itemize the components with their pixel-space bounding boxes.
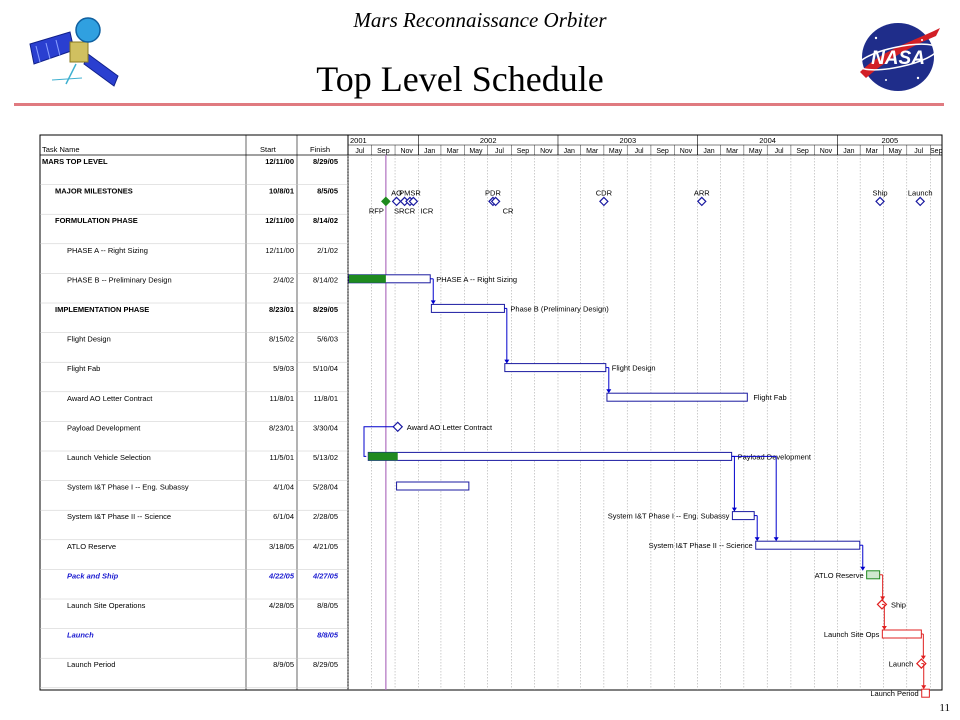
task-bar bbox=[607, 393, 747, 401]
milestone-label: PMSR bbox=[399, 188, 421, 198]
milestone-label: PDR bbox=[485, 188, 501, 198]
task-bar-label: Flight Design bbox=[611, 363, 656, 373]
task-name-cell: FORMULATION PHASE bbox=[55, 216, 138, 226]
month-label: May bbox=[748, 148, 763, 155]
task-finish-cell: 5/28/04 bbox=[312, 482, 338, 492]
header-finish: Finish bbox=[310, 145, 331, 154]
month-label: May bbox=[469, 148, 483, 155]
milestone-label: SRCR bbox=[393, 206, 416, 216]
task-name-cell: PHASE B -- Preliminary Design bbox=[67, 275, 172, 285]
task-name-cell: Pack and Ship bbox=[67, 571, 119, 581]
task-bar bbox=[397, 482, 469, 490]
month-label: Sep bbox=[516, 148, 530, 155]
task-bar bbox=[431, 304, 504, 312]
task-finish-cell: 2/28/05 bbox=[312, 512, 338, 522]
milestone-label: Award AO Letter Contract bbox=[406, 422, 493, 432]
month-label: Nov bbox=[819, 148, 833, 155]
month-label: Jul bbox=[634, 148, 644, 155]
task-name-cell: Flight Design bbox=[67, 334, 111, 344]
task-start-cell: 4/28/05 bbox=[268, 601, 294, 610]
year-label: 2004 bbox=[759, 136, 776, 145]
milestone-label: Launch bbox=[907, 188, 933, 198]
task-name-cell: MARS TOP LEVEL bbox=[42, 157, 108, 166]
task-finish-cell: 2/1/02 bbox=[317, 245, 338, 255]
task-finish-cell: 3/30/04 bbox=[312, 423, 338, 433]
month-label: Jul bbox=[914, 148, 924, 155]
task-finish-cell: 5/10/04 bbox=[312, 364, 338, 374]
task-bar bbox=[505, 364, 606, 372]
month-label: Jan bbox=[424, 148, 436, 155]
month-label: Mar bbox=[865, 148, 878, 155]
task-bar-label: Launch Period bbox=[870, 689, 919, 699]
task-start-cell: 8/9/05 bbox=[273, 660, 294, 670]
month-label: Jul bbox=[494, 148, 504, 155]
task-bar bbox=[368, 452, 731, 460]
page-number: 11 bbox=[939, 702, 950, 714]
slide-subtitle: Mars Reconnaissance Orbiter bbox=[353, 8, 607, 32]
task-finish-cell: 8/14/02 bbox=[312, 275, 338, 285]
task-finish-cell: 4/27/05 bbox=[312, 571, 338, 581]
task-bar bbox=[756, 541, 860, 549]
milestone-label: Ship bbox=[890, 600, 906, 610]
milestone-label: Launch bbox=[888, 659, 914, 669]
month-label: Mar bbox=[446, 148, 459, 155]
month-label: May bbox=[608, 148, 623, 155]
task-name-cell: PHASE A -- Right Sizing bbox=[67, 245, 148, 255]
task-bar bbox=[882, 630, 921, 638]
task-name-cell: MAJOR MILESTONES bbox=[55, 186, 133, 196]
task-bar-label: Phase B (Preliminary Design) bbox=[510, 304, 609, 314]
task-finish-cell: 5/13/02 bbox=[312, 453, 338, 462]
task-start-cell: 11/8/01 bbox=[269, 393, 294, 403]
task-name-cell: Payload Development bbox=[67, 423, 141, 433]
year-label: 2005 bbox=[881, 136, 899, 145]
month-label: Mar bbox=[726, 148, 739, 155]
task-finish-cell: 8/29/05 bbox=[312, 305, 338, 314]
month-label: Jan bbox=[563, 148, 575, 155]
task-progress-bar bbox=[368, 452, 397, 460]
year-label: 2003 bbox=[619, 136, 637, 145]
milestone-label: CDR bbox=[595, 188, 613, 198]
nasa-wordmark: NASA bbox=[871, 48, 925, 69]
month-label: Nov bbox=[400, 148, 413, 155]
milestone-label: ICR bbox=[420, 206, 434, 216]
milestone-label: AO bbox=[391, 188, 402, 198]
task-name-cell: IMPLEMENTATION PHASE bbox=[55, 305, 150, 314]
task-bar-label: Launch Site Ops bbox=[823, 630, 880, 639]
month-label: Jul bbox=[774, 148, 784, 155]
task-bar-label: ATLO Reserve bbox=[814, 570, 864, 580]
header-start: Start bbox=[260, 145, 276, 154]
month-label: Sep bbox=[930, 148, 943, 155]
slide-title: Top Level Schedule bbox=[316, 59, 604, 99]
task-finish-cell: 8/8/05 bbox=[317, 630, 338, 640]
task-bar-label: PHASE A -- Right Sizing bbox=[436, 274, 518, 284]
milestone-label: Ship bbox=[872, 188, 888, 198]
task-name-cell: System I&T Phase I -- Eng. Subassy bbox=[67, 482, 189, 492]
task-name-cell: Launch Vehicle Selection bbox=[67, 453, 151, 462]
task-name-cell: Launch bbox=[67, 630, 94, 640]
year-label: 2001 bbox=[350, 136, 367, 145]
milestone-label: CR bbox=[502, 206, 514, 216]
task-finish-cell: 4/21/05 bbox=[312, 541, 338, 551]
task-bar-label: Payload Development bbox=[737, 452, 812, 462]
header-task-name: Task Name bbox=[42, 145, 80, 154]
task-name-cell: Launch Period bbox=[67, 660, 116, 670]
month-label: Sep bbox=[796, 148, 809, 155]
task-finish-cell: 8/14/02 bbox=[312, 216, 338, 226]
task-finish-cell: 8/29/05 bbox=[312, 660, 338, 670]
task-start-cell: 12/11/00 bbox=[265, 157, 294, 166]
task-finish-cell: 8/8/05 bbox=[317, 601, 338, 610]
month-label: Nov bbox=[540, 148, 553, 155]
task-start-cell: 4/22/05 bbox=[268, 571, 294, 581]
milestone-label: ARR bbox=[693, 188, 710, 198]
task-bar-label: Flight Fab bbox=[753, 393, 787, 403]
month-label: Sep bbox=[656, 148, 669, 155]
milestone-label: RFP bbox=[368, 206, 384, 216]
task-bar-label: System I&T Phase I -- Eng. Subassy bbox=[607, 511, 730, 521]
chart-frame bbox=[40, 135, 942, 690]
month-label: Jul bbox=[355, 148, 365, 155]
task-finish-cell: 8/5/05 bbox=[317, 186, 338, 196]
task-name-cell: Launch Site Operations bbox=[67, 601, 146, 610]
task-start-cell: 8/23/01 bbox=[268, 423, 294, 433]
task-bar-label: System I&T Phase II -- Science bbox=[648, 541, 753, 551]
task-start-cell: 3/18/05 bbox=[268, 541, 294, 551]
task-start-cell: 6/1/04 bbox=[273, 512, 294, 522]
task-bar bbox=[867, 571, 880, 579]
task-bar bbox=[922, 689, 930, 697]
task-finish-cell: 5/6/03 bbox=[317, 334, 338, 344]
month-label: Nov bbox=[679, 148, 693, 155]
task-bar bbox=[732, 512, 754, 520]
month-label: Jan bbox=[703, 148, 715, 155]
task-start-cell: 8/15/02 bbox=[268, 334, 294, 344]
task-name-cell: ATLO Reserve bbox=[67, 541, 117, 551]
month-label: Jan bbox=[843, 148, 855, 155]
task-start-cell: 4/1/04 bbox=[273, 482, 294, 492]
task-name-cell: System I&T Phase II -- Science bbox=[67, 512, 172, 522]
task-start-cell: 2/4/02 bbox=[273, 275, 294, 285]
task-finish-cell: 8/29/05 bbox=[312, 157, 338, 166]
month-label: Sep bbox=[377, 148, 390, 155]
task-finish-cell: 11/8/01 bbox=[313, 393, 338, 403]
task-name-cell: Flight Fab bbox=[67, 364, 101, 374]
task-start-cell: 10/8/01 bbox=[268, 186, 294, 196]
year-label: 2002 bbox=[479, 136, 497, 145]
task-start-cell: 11/5/01 bbox=[269, 453, 294, 462]
month-label: May bbox=[888, 148, 902, 155]
task-start-cell: 12/11/00 bbox=[265, 245, 294, 255]
task-start-cell: 8/23/01 bbox=[268, 305, 294, 314]
task-progress-bar bbox=[349, 275, 386, 283]
task-name-cell: Award AO Letter Contract bbox=[67, 393, 153, 403]
task-start-cell: 12/11/00 bbox=[265, 216, 294, 226]
month-label: Mar bbox=[586, 148, 599, 155]
task-start-cell: 5/9/03 bbox=[273, 364, 294, 374]
